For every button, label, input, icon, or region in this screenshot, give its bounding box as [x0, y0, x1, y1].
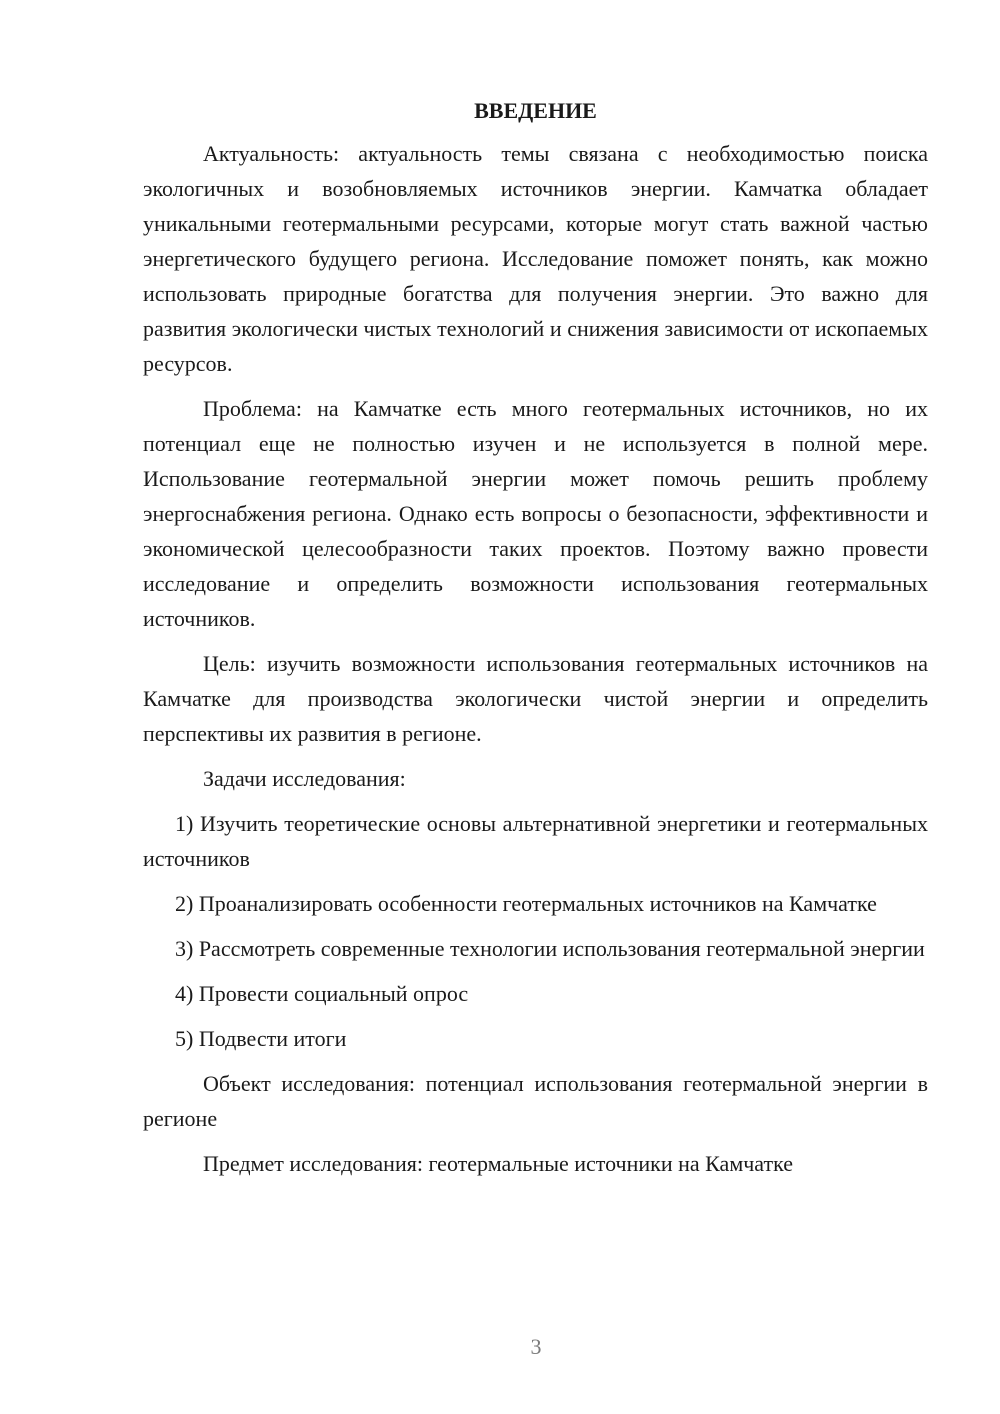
goal-paragraph: Цель: изучить возможности использования геотермальных источников на Камчатке для производства экологически чистой энергии и определить перспективы их развития в регионе.	[143, 651, 928, 746]
task-item: 1) Изучить теоретические основы альтернативной энергетики и геотермальных источников	[143, 811, 928, 871]
task-item: 5) Подвести итоги	[175, 1026, 347, 1051]
section-heading: ВВЕДЕНИЕ	[474, 98, 597, 123]
page-content	[143, 96, 928, 1191]
research-subject-paragraph: Предмет исследования: геотермальные источники на Камчатке	[203, 1151, 794, 1176]
research-object-paragraph: Объект исследования: потенциал использования геотермальной энергии в регионе	[143, 1071, 928, 1131]
relevance-paragraph: Актуальность: актуальность темы связана с необходимостью поиска экологичных и возобновляемых источников энергии. Камчатка обладает уникальными геотермальными ресурсами, которые могут стать важной частью энергетического будущего региона. Исследование поможет понять, как можно использовать природные богатства для получения энергии. Это важно для развития экологически чистых технологий и снижения зависимости от ископаемых ресурсов.	[143, 141, 928, 376]
task-item: 4) Провести социальный опрос	[175, 981, 469, 1006]
tasks-heading: Задачи исследования:	[203, 766, 406, 791]
task-item: 3) Рассмотреть современные технологии использования геотермальной энергии	[175, 936, 925, 961]
page-number: 3	[530, 1334, 542, 1359]
task-item: 2) Проанализировать особенности геотермальных источников на Камчатке	[175, 891, 877, 916]
problem-paragraph: Проблема: на Камчатке есть много геотермальных источников, но их потенциал еще не полностью изучен и не используется в полной мере. Использование геотермальной энергии может помочь решить проблему энергоснабжения региона. Однако есть вопросы о безопасности, эффективности и экономической целесообразности таких проектов. Поэтому важно провести исследование и определить возможности использования геотермальных источников.	[143, 396, 928, 631]
